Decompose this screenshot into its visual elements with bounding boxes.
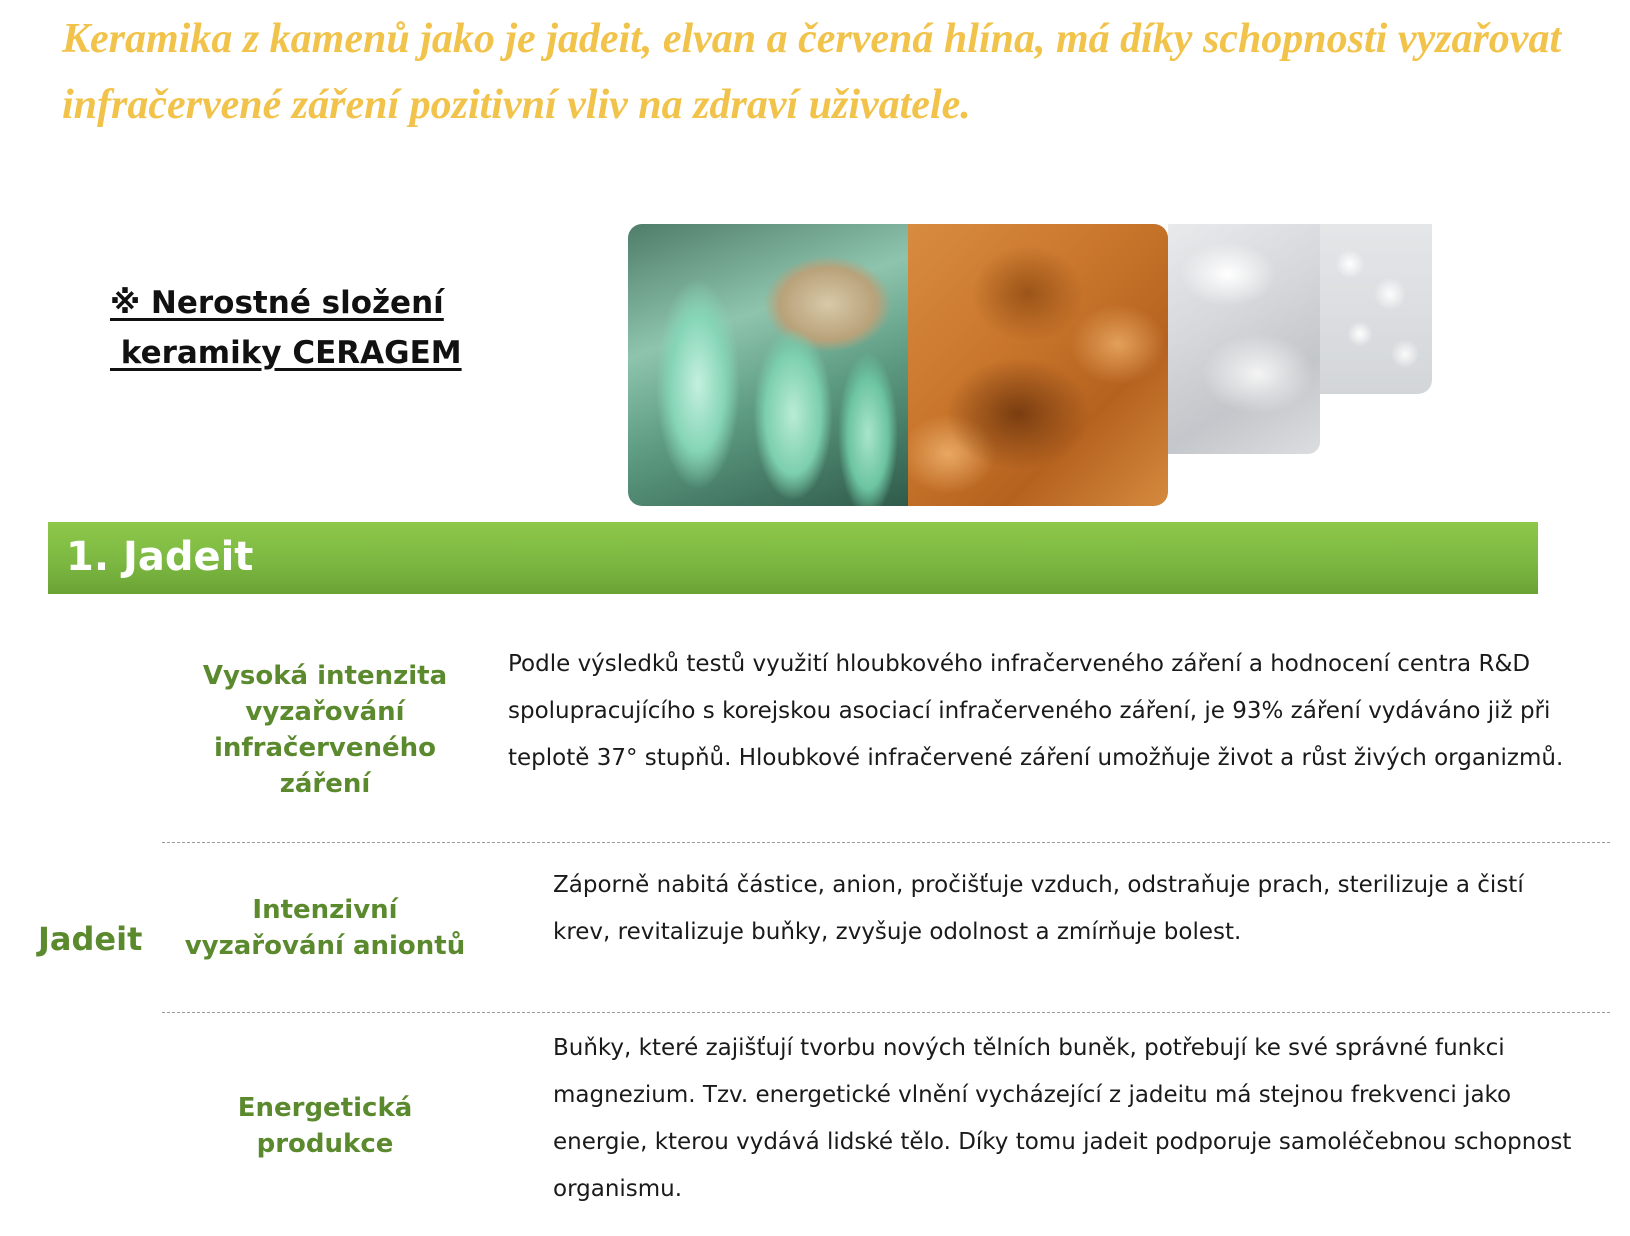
divider — [162, 1012, 1610, 1013]
divider — [162, 842, 1610, 843]
composition-label: ※ Nerostné složení keramiky CERAGEM — [110, 285, 462, 371]
feature-title: Energetická produkce — [237, 1093, 413, 1159]
mineral-label: Jadeit — [38, 920, 143, 958]
feature-description: Buňky, které zajišťují tvorbu nových tělních buněk, potřebují ke své správné funkci magnezium. Tzv. energetické vlnění vycházející z jadeitu má stejnou frekvenci jako energie, kterou vydává lidské tělo. Díky tomu jadeit podporuje samoléčebnou schopnost organismu. — [553, 1035, 1572, 1202]
section-title: 1. Jadeit — [66, 534, 254, 580]
headline: Keramika z kamenů jako je jadeit, elvan a červená hlína, má díky schopnosti vyzařovat infračervené záření pozitivní vliv na zdraví uživatele. — [62, 16, 1562, 128]
feature-description: Záporně nabitá částice, anion, pročišťuje vzduch, odstraňuje prach, sterilizuje a čistí krev, revitalizuje buňky, zvyšuje odolnost a zmírňuje bolest. — [553, 872, 1524, 945]
feature-description: Podle výsledků testů využití hloubkového infračerveného záření a hodnocení centra R&D spolupracujícího s korejskou asociací infračerveného záření, je 93% záření vydáváno již při teplotě 37° stupňů. Hloubkové infračervené záření umožňuje život a růst živých organizmů. — [508, 651, 1564, 771]
elvan-stone-photo — [1168, 224, 1320, 454]
feature-title: Intenzivní vyzařování aniontů — [184, 895, 466, 961]
red-clay-photo — [908, 224, 1168, 506]
white-mineral-photo — [1320, 224, 1432, 394]
feature-title: Vysoká intenzita vyzařování infračerveného záření — [202, 661, 448, 799]
jade-crystal-photo — [628, 224, 908, 506]
section-header-bar — [48, 522, 1538, 594]
